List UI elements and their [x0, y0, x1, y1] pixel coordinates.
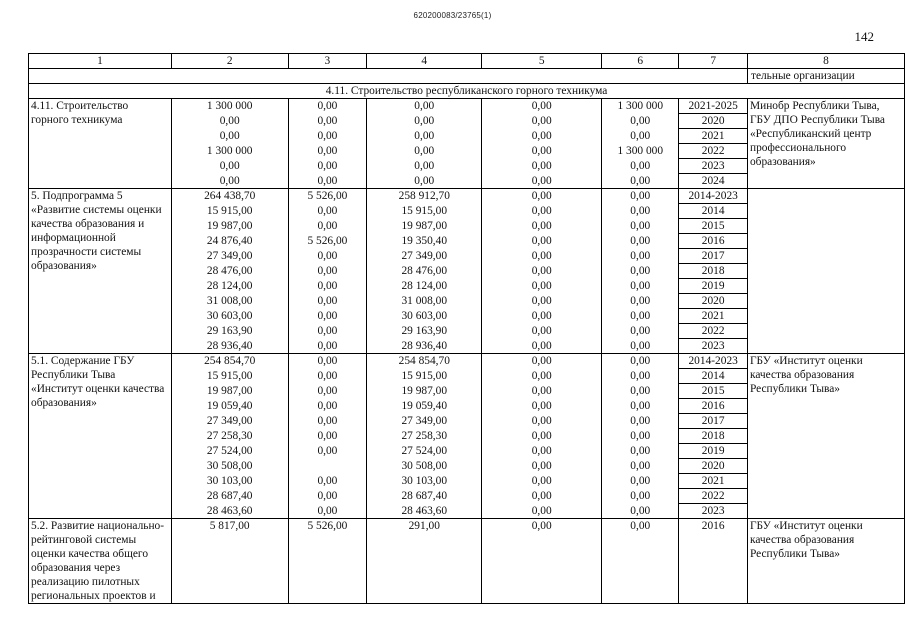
value-cell: 0,00: [288, 129, 367, 144]
value-cell: 27 349,00: [367, 249, 482, 264]
value-cell: 0,00: [288, 114, 367, 129]
column-number-cell: 6: [602, 54, 679, 69]
program-name-cell: 5. Подпрограмма 5 «Развитие системы оценки качества образования и информационной прозрачности системы образования»: [29, 189, 172, 354]
value-cell: 28 687,40: [171, 489, 288, 504]
value-cell: 15 915,00: [367, 369, 482, 384]
value-cell: 2024: [679, 174, 748, 189]
value-cell: 28 936,40: [367, 339, 482, 354]
budget-table: [28, 53, 905, 604]
value-cell: 291,00: [367, 519, 482, 604]
value-cell: 0,00: [602, 459, 679, 474]
value-cell: 2023: [679, 159, 748, 174]
value-cell: 0,00: [602, 339, 679, 354]
value-cell: 30 508,00: [367, 459, 482, 474]
value-cell: 19 987,00: [171, 219, 288, 234]
value-cell: 2023: [679, 504, 748, 519]
value-cell: 1 300 000: [602, 99, 679, 114]
continuation-row: [29, 69, 905, 84]
value-cell: 0,00: [482, 414, 602, 429]
value-cell: 0,00: [602, 264, 679, 279]
value-cell: 28 476,00: [171, 264, 288, 279]
value-cell: 0,00: [482, 204, 602, 219]
value-cell: 0,00: [367, 144, 482, 159]
value-cell: 0,00: [482, 489, 602, 504]
value-cell: 0,00: [482, 249, 602, 264]
value-cell: 0,00: [288, 414, 367, 429]
value-cell: 0,00: [602, 309, 679, 324]
value-cell: 0,00: [288, 429, 367, 444]
table-row: [29, 189, 905, 204]
value-cell: 0,00: [482, 444, 602, 459]
value-cell: 2015: [679, 219, 748, 234]
value-cell: 0,00: [482, 159, 602, 174]
table-row: [29, 519, 905, 604]
value-cell: 2017: [679, 249, 748, 264]
value-cell: 0,00: [482, 129, 602, 144]
value-cell: 0,00: [602, 384, 679, 399]
value-cell: 0,00: [171, 174, 288, 189]
value-cell: 19 987,00: [367, 384, 482, 399]
value-cell: 31 008,00: [367, 294, 482, 309]
value-cell: 27 524,00: [171, 444, 288, 459]
value-cell: 0,00: [288, 204, 367, 219]
value-cell: 0,00: [482, 399, 602, 414]
page-number: 142: [854, 29, 874, 44]
value-cell: 0,00: [482, 504, 602, 519]
value-cell: 0,00: [482, 114, 602, 129]
value-cell: 0,00: [482, 474, 602, 489]
value-cell: 19 059,40: [367, 399, 482, 414]
value-cell: 2021-2025: [679, 99, 748, 114]
value-cell: 15 915,00: [367, 204, 482, 219]
value-cell: 0,00: [482, 384, 602, 399]
column-number-cell: 1: [29, 54, 172, 69]
value-cell: 29 163,90: [367, 324, 482, 339]
value-cell: 0,00: [482, 174, 602, 189]
value-cell: [288, 459, 367, 474]
value-cell: 2020: [679, 294, 748, 309]
value-cell: 5 817,00: [171, 519, 288, 604]
value-cell: 30 103,00: [367, 474, 482, 489]
value-cell: 0,00: [288, 489, 367, 504]
value-cell: 0,00: [602, 444, 679, 459]
value-cell: 0,00: [482, 339, 602, 354]
value-cell: 2023: [679, 339, 748, 354]
value-cell: 0,00: [482, 459, 602, 474]
value-cell: 0,00: [288, 99, 367, 114]
blank-cell: [29, 69, 748, 84]
value-cell: 15 915,00: [171, 204, 288, 219]
value-cell: 30 103,00: [171, 474, 288, 489]
value-cell: 0,00: [482, 369, 602, 384]
value-cell: 0,00: [602, 504, 679, 519]
value-cell: 29 163,90: [171, 324, 288, 339]
value-cell: 27 349,00: [171, 414, 288, 429]
value-cell: 30 603,00: [367, 309, 482, 324]
value-cell: 0,00: [602, 249, 679, 264]
value-cell: 28 687,40: [367, 489, 482, 504]
column-number-cell: 5: [482, 54, 602, 69]
value-cell: 2022: [679, 144, 748, 159]
value-cell: 0,00: [482, 219, 602, 234]
value-cell: 19 350,40: [367, 234, 482, 249]
value-cell: 19 987,00: [367, 219, 482, 234]
value-cell: 2017: [679, 414, 748, 429]
value-cell: 0,00: [602, 474, 679, 489]
value-cell: 0,00: [288, 474, 367, 489]
value-cell: 254 854,70: [171, 354, 288, 369]
value-cell: 0,00: [482, 234, 602, 249]
value-cell: 0,00: [602, 189, 679, 204]
value-cell: 0,00: [482, 429, 602, 444]
value-cell: 0,00: [602, 489, 679, 504]
value-cell: 19 987,00: [171, 384, 288, 399]
responsible-cell: ГБУ «Институт оценки качества образования Республики Тыва»: [747, 354, 904, 519]
value-cell: 254 854,70: [367, 354, 482, 369]
value-cell: 5 526,00: [288, 519, 367, 604]
column-number-cell: 2: [171, 54, 288, 69]
value-cell: 2018: [679, 429, 748, 444]
value-cell: 0,00: [602, 204, 679, 219]
value-cell: 0,00: [367, 159, 482, 174]
value-cell: 28 936,40: [171, 339, 288, 354]
value-cell: 2019: [679, 279, 748, 294]
value-cell: 2016: [679, 399, 748, 414]
value-cell: 0,00: [288, 279, 367, 294]
value-cell: 0,00: [602, 159, 679, 174]
value-cell: 0,00: [367, 129, 482, 144]
value-cell: 2018: [679, 264, 748, 279]
column-number-cell: 3: [288, 54, 367, 69]
value-cell: 24 876,40: [171, 234, 288, 249]
value-cell: 0,00: [288, 354, 367, 369]
responsible-cell: [747, 189, 904, 354]
value-cell: 0,00: [288, 249, 367, 264]
table-row: [29, 354, 905, 369]
value-cell: 0,00: [482, 99, 602, 114]
value-cell: 2014: [679, 369, 748, 384]
value-cell: 0,00: [288, 444, 367, 459]
value-cell: 19 059,40: [171, 399, 288, 414]
value-cell: 0,00: [602, 519, 679, 604]
value-cell: 27 349,00: [171, 249, 288, 264]
value-cell: 2019: [679, 444, 748, 459]
value-cell: 0,00: [482, 144, 602, 159]
value-cell: 0,00: [602, 219, 679, 234]
value-cell: 2022: [679, 324, 748, 339]
value-cell: 0,00: [171, 114, 288, 129]
value-cell: 0,00: [602, 174, 679, 189]
value-cell: 5 526,00: [288, 189, 367, 204]
value-cell: 0,00: [288, 264, 367, 279]
value-cell: 0,00: [171, 129, 288, 144]
column-number-cell: 8: [747, 54, 904, 69]
value-cell: 0,00: [367, 99, 482, 114]
value-cell: 0,00: [602, 354, 679, 369]
value-cell: 0,00: [602, 129, 679, 144]
value-cell: 0,00: [288, 294, 367, 309]
value-cell: 1 300 000: [602, 144, 679, 159]
column-number-cell: 4: [367, 54, 482, 69]
table-row: [29, 99, 905, 114]
value-cell: 2020: [679, 459, 748, 474]
value-cell: 0,00: [482, 279, 602, 294]
section-title: 4.11. Строительство республиканского горного техникума: [29, 84, 905, 99]
value-cell: 0,00: [288, 384, 367, 399]
value-cell: 0,00: [482, 354, 602, 369]
value-cell: 0,00: [602, 294, 679, 309]
value-cell: 0,00: [288, 504, 367, 519]
value-cell: 2022: [679, 489, 748, 504]
continuation-cell: тельные организации: [747, 69, 904, 84]
value-cell: 0,00: [482, 189, 602, 204]
value-cell: 28 463,60: [367, 504, 482, 519]
value-cell: 0,00: [288, 324, 367, 339]
value-cell: 2021: [679, 309, 748, 324]
value-cell: 0,00: [288, 219, 367, 234]
value-cell: 0,00: [288, 309, 367, 324]
responsible-cell: ГБУ «Институт оценки качества образования Республики Тыва»: [747, 519, 904, 604]
value-cell: 28 124,00: [171, 279, 288, 294]
value-cell: 0,00: [288, 369, 367, 384]
value-cell: 2021: [679, 474, 748, 489]
value-cell: 0,00: [482, 519, 602, 604]
program-name-cell: 4.11. Строительство горного техникума: [29, 99, 172, 189]
value-cell: 0,00: [602, 234, 679, 249]
section-title-row: [29, 84, 905, 99]
value-cell: 0,00: [288, 159, 367, 174]
value-cell: 0,00: [288, 174, 367, 189]
value-cell: 28 463,60: [171, 504, 288, 519]
value-cell: 30 603,00: [171, 309, 288, 324]
value-cell: 27 258,30: [367, 429, 482, 444]
value-cell: 28 476,00: [367, 264, 482, 279]
value-cell: 0,00: [602, 399, 679, 414]
value-cell: 15 915,00: [171, 369, 288, 384]
value-cell: 2014: [679, 204, 748, 219]
value-cell: 2015: [679, 384, 748, 399]
value-cell: 27 258,30: [171, 429, 288, 444]
value-cell: 0,00: [602, 279, 679, 294]
value-cell: 2021: [679, 129, 748, 144]
value-cell: 258 912,70: [367, 189, 482, 204]
value-cell: 31 008,00: [171, 294, 288, 309]
value-cell: 0,00: [602, 429, 679, 444]
value-cell: 30 508,00: [171, 459, 288, 474]
responsible-cell: Минобр Республики Тыва, ГБУ ДПО Республики Тыва «Республиканский центр профессионального образования»: [747, 99, 904, 189]
program-name-cell: 5.1. Содержание ГБУ Республики Тыва «Институт оценки качества образования»: [29, 354, 172, 519]
value-cell: 0,00: [288, 144, 367, 159]
value-cell: 0,00: [602, 324, 679, 339]
value-cell: 0,00: [482, 309, 602, 324]
value-cell: 0,00: [602, 414, 679, 429]
value-cell: 2014-2023: [679, 354, 748, 369]
value-cell: 0,00: [482, 264, 602, 279]
value-cell: 0,00: [171, 159, 288, 174]
value-cell: 27 524,00: [367, 444, 482, 459]
value-cell: 27 349,00: [367, 414, 482, 429]
header-row: [29, 54, 905, 69]
column-number-cell: 7: [679, 54, 748, 69]
value-cell: 5 526,00: [288, 234, 367, 249]
value-cell: 1 300 000: [171, 144, 288, 159]
value-cell: 0,00: [288, 399, 367, 414]
value-cell: 2014-2023: [679, 189, 748, 204]
value-cell: 264 438,70: [171, 189, 288, 204]
document-id: 620200083/23765(1): [413, 11, 492, 20]
value-cell: 0,00: [367, 174, 482, 189]
value-cell: 2020: [679, 114, 748, 129]
value-cell: 0,00: [367, 114, 482, 129]
value-cell: 2016: [679, 519, 748, 604]
value-cell: 28 124,00: [367, 279, 482, 294]
value-cell: 0,00: [482, 294, 602, 309]
value-cell: 0,00: [602, 369, 679, 384]
value-cell: 0,00: [602, 114, 679, 129]
program-name-cell: 5.2. Развитие национально-рейтинговой системы оценки качества общего образования через реализацию пилотных региональных проектов и: [29, 519, 172, 604]
value-cell: 2016: [679, 234, 748, 249]
value-cell: 0,00: [288, 339, 367, 354]
value-cell: 1 300 000: [171, 99, 288, 114]
value-cell: 0,00: [482, 324, 602, 339]
